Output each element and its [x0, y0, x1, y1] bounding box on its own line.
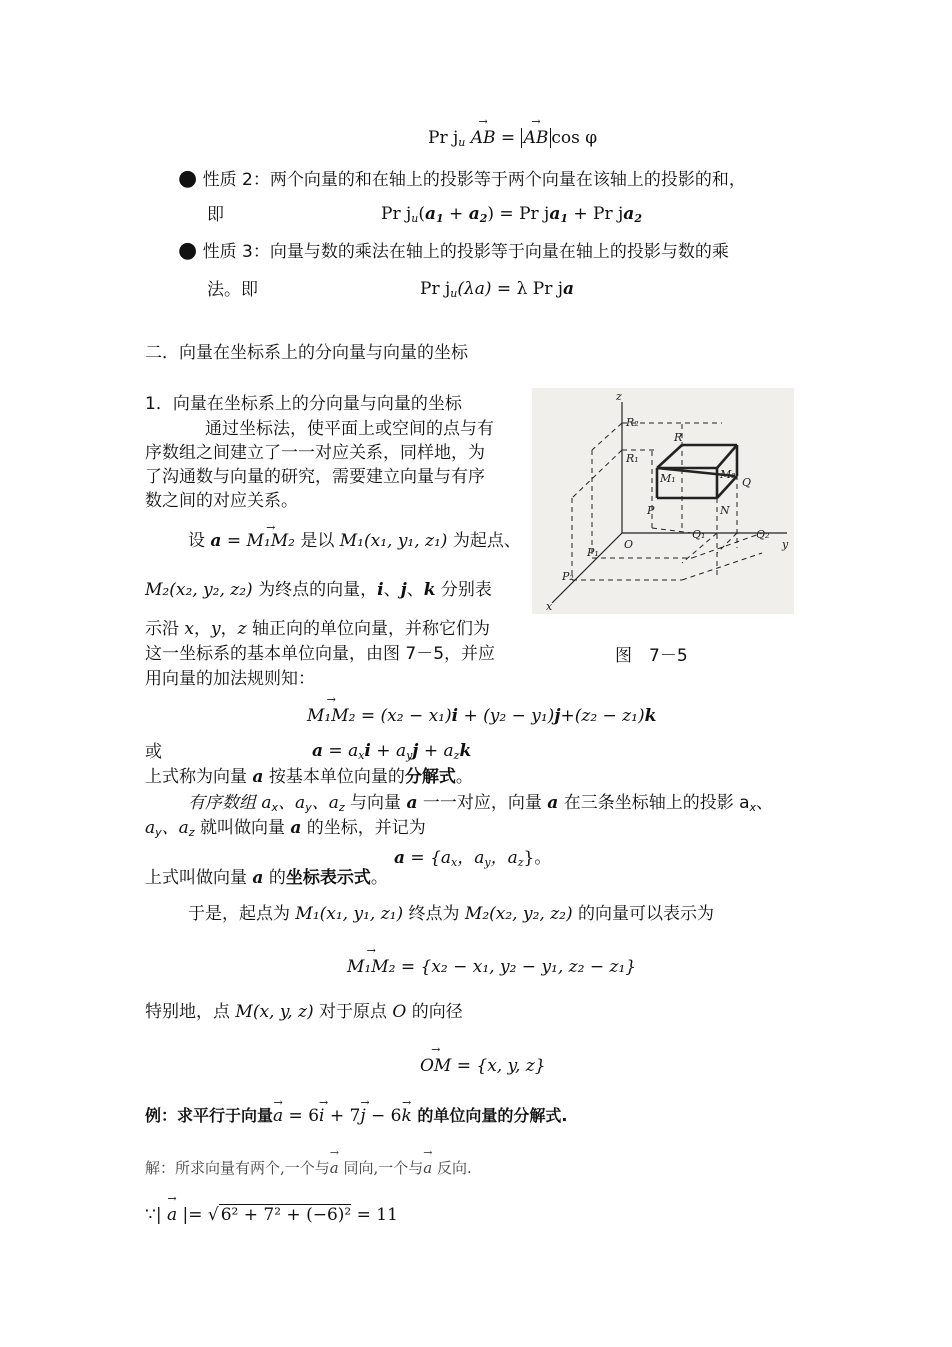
formula-text: }。: [523, 848, 552, 868]
figure-caption: 图 7－5: [615, 646, 688, 666]
point-m1: M₁(x₁, y₁, z₁): [295, 904, 404, 924]
formula-text: = 6: [283, 1106, 320, 1126]
text: ∵|: [145, 1205, 167, 1225]
text: =: [221, 531, 247, 551]
formula-sub: u: [411, 212, 419, 225]
bullet-icon: ●: [178, 166, 198, 191]
label-m2: M₂: [720, 468, 736, 481]
formula-text: Pr j: [428, 128, 459, 148]
formula-sub: z: [517, 856, 524, 869]
vector-a: a: [563, 279, 575, 299]
vector-a: a: [252, 767, 264, 787]
component-formula: [312, 741, 471, 761]
formula-sub: y: [484, 856, 491, 869]
vector-a: a: [252, 868, 264, 888]
formula-text: ，a: [490, 848, 518, 868]
label-p: P: [647, 504, 655, 517]
intro-line: 序数组之间建立了一一对应关系，同样地，为: [145, 443, 485, 463]
label-p1: P₁: [587, 546, 599, 559]
special-line: [145, 1001, 463, 1023]
unit-k: k: [423, 580, 436, 600]
section-title: 二．向量在坐标系上的分向量与向量的坐标: [145, 343, 468, 363]
unit-j: j: [400, 580, 407, 600]
text: 按基本单位向量的: [263, 767, 405, 787]
point-m: M(x, y, z): [235, 1002, 314, 1022]
vector-a: a: [210, 531, 222, 551]
vector-a: a →: [167, 1205, 177, 1225]
label-r: R: [674, 431, 683, 444]
text: 特别地，点: [145, 1002, 236, 1022]
formula-text: + a: [370, 741, 407, 761]
text: 对于原点: [313, 1002, 393, 1022]
point-m1: M₁(x₁, y₁, z₁): [339, 531, 448, 551]
solution-line: [145, 1157, 472, 1178]
text: 的单位向量的分解式.: [411, 1106, 568, 1125]
decomposition-note: [145, 766, 473, 788]
sqrt-icon: √: [207, 1205, 219, 1225]
vector-m1m2: M₁M₂ →: [307, 706, 355, 726]
norm-line: [145, 1205, 398, 1225]
coordinate-note: [145, 867, 388, 889]
m1m2-formula: [347, 957, 636, 977]
text: 的向径: [406, 1002, 463, 1022]
formula-text: ) = Pr j: [487, 204, 550, 224]
label-z: z: [616, 390, 622, 403]
property-3: [178, 240, 729, 263]
formula-sub: z: [338, 801, 345, 814]
formula-sub: 1: [436, 212, 444, 225]
property-2-lead: 即: [207, 205, 224, 225]
example-line: [145, 1105, 567, 1127]
vector-a: a: [312, 741, 324, 761]
text: 轴正向的单位向量，并称它们为: [246, 619, 490, 639]
text: ，: [194, 619, 211, 639]
text: 是以: [294, 531, 340, 551]
formula-sub: y: [406, 749, 413, 762]
text: 、: [383, 580, 401, 600]
formula-text: + (y₂ − y₁): [458, 706, 555, 726]
axis-line-3: 用向量的加法规则知：: [145, 669, 315, 689]
unit-j: j →: [360, 1105, 365, 1127]
formula-text: + 7: [324, 1106, 361, 1126]
text: = 11: [351, 1205, 398, 1225]
intro-line: 数之间的对应关系。: [145, 491, 298, 511]
label-p2: P₂: [562, 570, 574, 583]
formula-text: = a: [323, 741, 359, 761]
label-n: N: [720, 504, 730, 517]
formula-text: = (x₂ − x₁): [355, 706, 452, 726]
text: 、a: [161, 818, 189, 838]
formula-text: ，a: [457, 848, 485, 868]
property-3-text: 性质 3：向量与数的乘法在轴上的投影等于向量在轴上的投影与数的乘: [202, 242, 729, 262]
label-y: y: [782, 538, 789, 551]
text: 为终点的向量，: [252, 580, 378, 600]
text: 一一对应，向量: [417, 793, 548, 813]
formula-text: (λa): [457, 279, 492, 299]
text: 例：求平行于向量: [145, 1106, 274, 1125]
text: 就叫做向量: [194, 818, 291, 838]
text: 、: [406, 580, 424, 600]
text: |=: [177, 1205, 208, 1225]
text: 示沿: [145, 619, 185, 639]
label-r2: R₂: [626, 416, 639, 429]
or-label: 或: [145, 742, 162, 762]
label-r1: R₁: [626, 452, 639, 465]
vector-a: a →: [330, 1159, 339, 1177]
vector-a2: a: [468, 204, 480, 224]
decomposition-formula: [307, 706, 656, 726]
text: 在三条坐标轴上的投影 a: [558, 793, 750, 813]
formula-eq: =: [495, 128, 521, 148]
vector-a: a: [290, 818, 302, 838]
formula-text: Pr j: [381, 204, 412, 224]
unit-i: i: [377, 580, 384, 600]
coordinate-formula: [394, 843, 551, 868]
formula-text: + Pr j: [568, 204, 624, 224]
figure-7-5: [532, 388, 794, 614]
formula-text: − 6: [365, 1106, 402, 1126]
vector-a2: a: [623, 204, 635, 224]
formula-sub: y: [155, 826, 162, 839]
text: 分别表: [435, 580, 492, 600]
point-m2: M₂(x₂, y₂, z₂): [464, 904, 573, 924]
text: 上式称为向量: [145, 767, 253, 787]
unit-k: k: [644, 706, 657, 726]
property-3-lead: 法。即: [207, 280, 258, 300]
vector-m1m2: M₁M₂ →: [246, 530, 294, 552]
text: 有序数组 a: [188, 793, 272, 813]
vector-a: a: [394, 848, 406, 868]
unit-i: i: [451, 706, 459, 726]
subsection-title: 1．向量在坐标系上的分向量与向量的坐标: [145, 394, 462, 414]
unit-j: j: [412, 741, 419, 761]
formula-text: +(z₂ − z₁): [560, 706, 645, 726]
origin-o: O: [392, 1002, 407, 1022]
text: 解：所求向量有两个,一个与: [145, 1159, 330, 1177]
label-m1: M₁: [660, 472, 676, 485]
axis-line-2: 这一坐标系的基本单位向量，由图 7－5，并应: [145, 644, 496, 664]
axis-z: z: [237, 619, 247, 639]
axis-line-1: [145, 618, 490, 640]
axis-x: x: [184, 619, 194, 639]
vector-a1: a: [424, 204, 436, 224]
text: 的向量可以表示为: [572, 904, 715, 924]
formula-sub: z: [188, 826, 195, 839]
coordinate-box-diagram: [532, 388, 794, 614]
vector-om: OM →: [420, 1056, 451, 1076]
vector-a: a: [406, 793, 418, 813]
text: 上式叫做向量: [145, 868, 253, 888]
unit-i: i: [364, 741, 371, 761]
formula-sub: y: [305, 801, 312, 814]
coordinate-line-2: [145, 817, 426, 839]
intro-paragraph: [145, 417, 535, 513]
text: 。: [370, 868, 388, 888]
text: 为起点、: [447, 531, 521, 551]
vector-m1m2: M₁M₂ →: [347, 957, 395, 977]
vector-a1: a: [549, 204, 561, 224]
unit-k: k: [459, 741, 472, 761]
formula-text: = λ Pr j: [491, 279, 564, 299]
unit-k: k →: [402, 1105, 412, 1127]
term-decomposition: 分解式: [404, 767, 456, 787]
text: 的: [263, 868, 286, 888]
text: 、: [756, 793, 774, 813]
formula-text: = {x₂ − x₁, y₂ − y₁, z₂ − z₁}: [395, 957, 637, 977]
property-2: [178, 168, 746, 191]
text: 、a: [278, 793, 306, 813]
formula-text: = {a: [405, 848, 452, 868]
label-x: x: [546, 600, 553, 613]
text: 同向,一个与: [338, 1159, 424, 1177]
then-line: [188, 903, 714, 925]
formula-sub: u: [458, 136, 466, 149]
unit-j: j: [554, 706, 561, 726]
formula-text: (: [418, 204, 425, 224]
end-point-line: [145, 579, 492, 601]
intro-line: 了沟通数与向量的研究，需要建立向量与有序: [145, 467, 485, 487]
radicand: 6² + 7² + (−6)²: [220, 1205, 352, 1225]
text: 、a: [311, 793, 339, 813]
formula-text: = {x, y, z}: [451, 1056, 546, 1076]
property-3-formula: [420, 279, 574, 299]
text: 于是，起点为: [188, 904, 296, 924]
text: 的坐标，并记为: [301, 818, 426, 838]
text: 。: [455, 767, 473, 787]
om-formula: [420, 1056, 546, 1076]
label-q: Q: [742, 476, 752, 489]
property-2-text: 性质 2：两个向量的和在轴上的投影等于两个向量在该轴上的投影的和，: [202, 170, 746, 190]
formula-sub: 2: [634, 212, 642, 225]
formula-sub: u: [450, 287, 458, 300]
text: 反向.: [432, 1159, 472, 1177]
formula-sub: 2: [479, 212, 488, 225]
axis-y: y: [211, 619, 221, 639]
label-origin: O: [624, 538, 634, 551]
text: 终点为: [403, 904, 465, 924]
formula-text: + a: [418, 741, 454, 761]
vector-a: a: [547, 793, 559, 813]
vector-a: a →: [273, 1105, 283, 1127]
point-m2: M₂(x₂, y₂, z₂): [145, 580, 253, 600]
projection-formula: [428, 128, 597, 148]
text: a: [145, 818, 156, 838]
label-q1: Q₁: [692, 528, 706, 541]
vector-a: a →: [423, 1159, 432, 1177]
formula-sub: x: [749, 801, 757, 814]
formula-sub: x: [451, 856, 458, 869]
text: ，: [220, 619, 238, 639]
vector-ab: AB →: [471, 128, 496, 148]
formula-sub: x: [358, 749, 365, 762]
unit-i: i →: [319, 1105, 324, 1127]
bullet-icon: ●: [178, 238, 198, 263]
coordinate-line-1: [188, 792, 773, 814]
property-2-formula: [381, 204, 642, 224]
formula-text: +: [443, 204, 469, 224]
formula-sub: x: [271, 801, 279, 814]
vector-ab-magnitude: AB →: [524, 128, 549, 148]
formula-rhs: cos φ: [551, 128, 598, 148]
text: 与向量: [344, 793, 407, 813]
formula-sub: 1: [560, 212, 568, 225]
term-coordinate-form: 坐标表示式: [285, 868, 371, 888]
text: 设: [188, 531, 211, 551]
formula-text: Pr j: [420, 279, 451, 299]
formula-sub: z: [453, 749, 460, 762]
intro-line: 通过坐标法，使平面上或空间的点与有: [205, 419, 494, 439]
set-vector-line: [188, 530, 521, 552]
label-q2: Q₂: [756, 528, 770, 541]
